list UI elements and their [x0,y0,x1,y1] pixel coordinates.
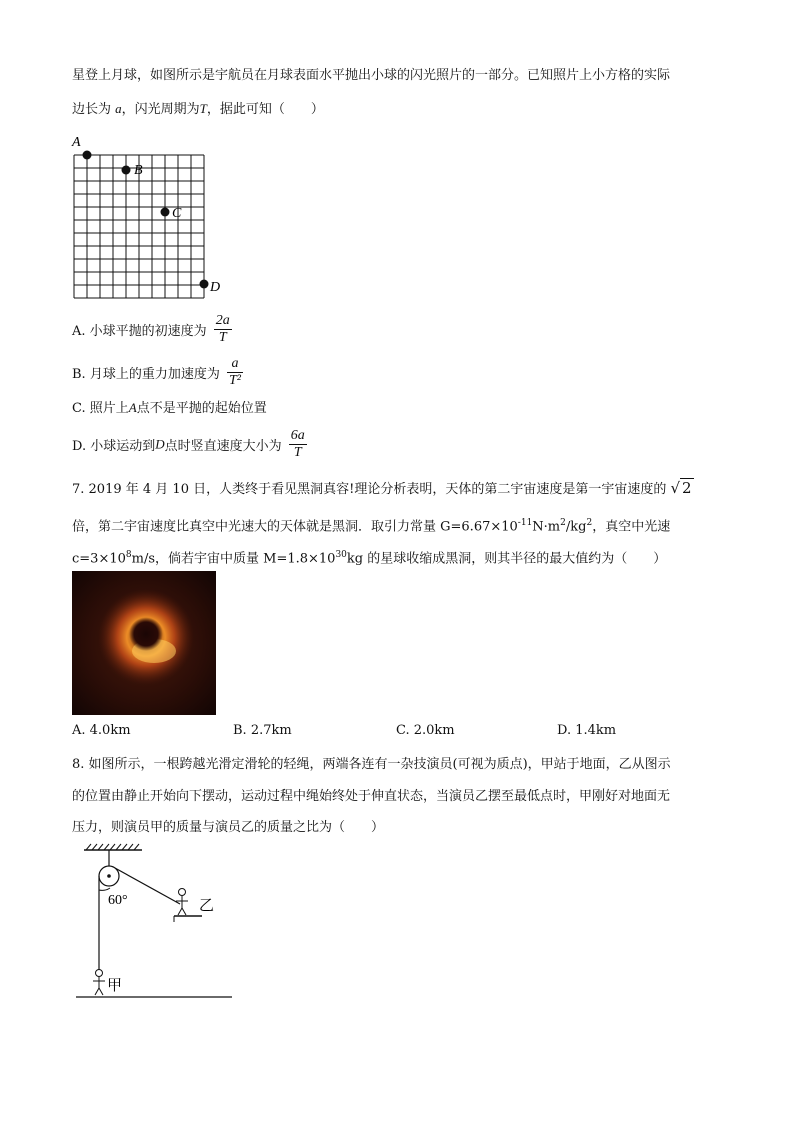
q6-option-c[interactable]: C. 照片上A点不是平抛的起始位置 [72,400,267,416]
label-d: D [210,280,221,295]
person-a-label: 甲 [107,978,123,994]
person-b-label: 乙 [199,898,215,914]
q6-line1: 星登上月球，如图所示是宇航员在月球表面水平抛出小球的闪光照片的一部分。已知照片上小方格的实际 [72,68,671,83]
angle-label: 60° [108,893,128,908]
q7-option-c[interactable]: C. 2.0km [396,723,455,738]
pulley-figure [72,842,242,1002]
black-hole-image [72,571,216,715]
fraction: $\frac{6a}{T}$ [290,428,305,460]
q6-line2: 边长为 a，闪光周期为T，据此可知（ ） [72,101,324,117]
fraction: $\frac{a}{\text{T²}}$ [228,356,241,388]
ceiling-hatch [86,844,139,850]
person-b-icon [176,889,188,916]
q6-option-a[interactable]: A. 小球平抛的初速度为 $\frac{2a}{T}$ [72,313,230,345]
q6-option-d[interactable]: D. 小球运动到D点时竖直速度大小为 $\frac{6a}{T}$ [72,428,305,460]
q8-line3: 压力，则演员甲的质量与演员乙的质量之比为（ ） [72,820,385,835]
point-b [122,166,131,175]
point-d [200,280,209,289]
q7-option-d[interactable]: D. 1.4km [557,723,617,738]
q7-option-a[interactable]: A. 4.0km [72,723,131,738]
person-a-icon [93,970,105,996]
label-c: C [172,206,182,221]
q7-line1: 7. 2019 年 4 月 10 日，人类终于看见黑洞真容!理论分析表明，天体的第二宇宙速度是第一宇宙速度的 √ 2 [72,479,692,497]
q8-line2: 的位置由静止开始向下摆动，运动过程中绳始终处于伸直状态，当演员乙摆至最低点时，甲刚好对地面无 [72,789,671,804]
point-a [83,151,92,160]
q7-line3: $c=3\times 10^8m/s$，倘若宇宙中质量 $M=1.8\times 10^{30}kg$ 的星球收缩成黑洞，则其半径的最大值约为（ ） [72,550,667,567]
fraction: $\frac{2a}{T}$ [215,313,230,345]
q8-line1: 8. 如图所示，一根跨越光滑定滑轮的轻绳，两端各连有一杂技演员(可视为质点)，甲站于地面，乙从图示 [72,757,671,772]
q7-line2: 倍，第二宇宙速度比真空中光速大的天体就是黑洞．取引力常量 $G=6.67\times 10^{-11}N\cdot m^2/kg^2$，真空中光速 [72,518,671,535]
sqrt-symbol: √ 2 [670,479,692,497]
label-b: B [134,163,143,178]
q6-grid-figure [62,130,232,302]
point-c [161,208,170,217]
q7-option-b[interactable]: B. 2.7km [233,723,292,738]
label-a: A [72,135,81,150]
q6-option-b[interactable]: B. 月球上的重力加速度为 $\frac{a}{\text{T²}}$ [72,356,241,388]
